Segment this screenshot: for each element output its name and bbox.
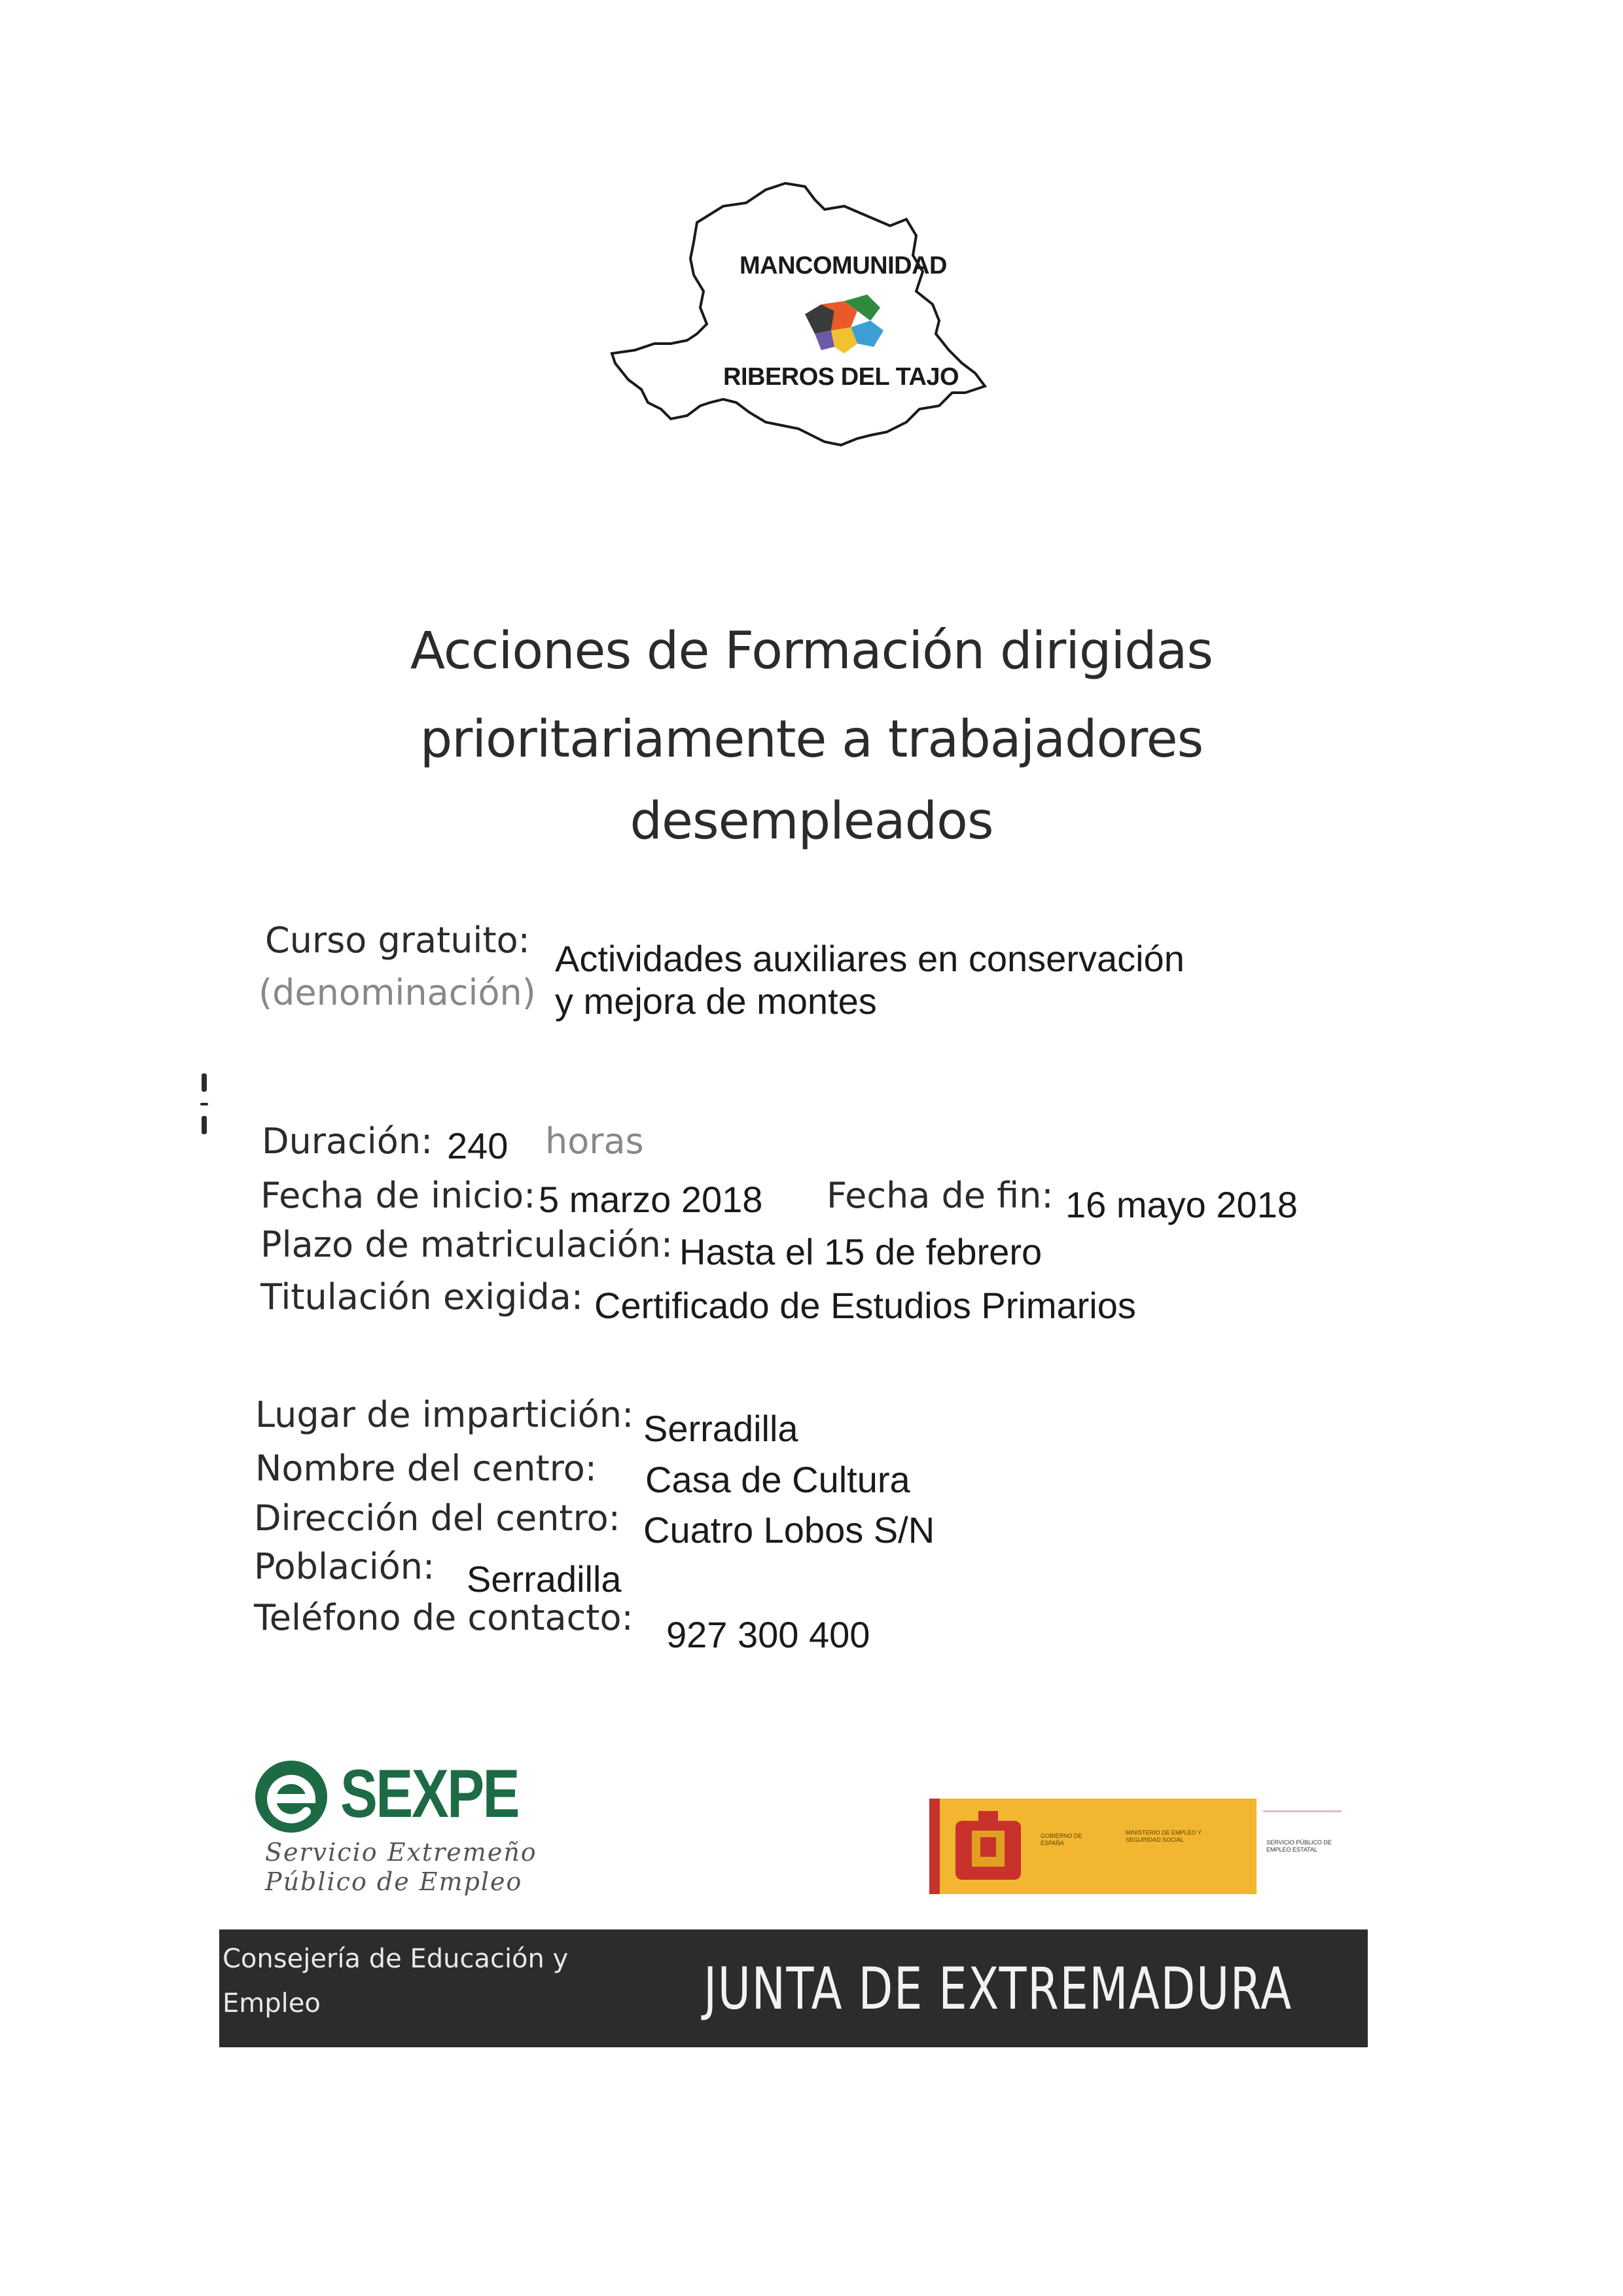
place-label: Lugar de impartición:: [255, 1394, 634, 1435]
end-date-label: Fecha de fin:: [827, 1175, 1054, 1216]
spain-coat-of-arms-icon: [942, 1808, 1034, 1885]
start-date-label: Fecha de inicio:: [260, 1175, 536, 1216]
course-sublabel: (denominación): [259, 972, 536, 1013]
course-value-line1: Actividades auxiliares en conservación: [555, 938, 1185, 979]
title-line-1: Acciones de Formación dirigidas: [410, 622, 1213, 681]
spain-flag-icon: [929, 1799, 940, 1894]
sexpe-subtitle-1: Servicio Extremeño: [265, 1838, 537, 1867]
consejeria-line2: Empleo: [223, 1988, 321, 2018]
start-date-value: 5 marzo 2018: [539, 1179, 763, 1220]
margin-mark: [202, 1116, 207, 1134]
margin-mark: [202, 1073, 207, 1092]
enrollment-value: Hasta el 15 de febrero: [679, 1231, 1043, 1272]
place-value: Serradilla: [643, 1408, 798, 1449]
address-label: Dirección del centro:: [254, 1498, 620, 1539]
sexpe-subtitle-2: Público de Empleo: [265, 1867, 523, 1896]
address-value: Cuatro Lobos S/N: [643, 1509, 935, 1551]
degree-value: Certificado de Estudios Primarios: [594, 1285, 1136, 1326]
divider: [1263, 1810, 1342, 1812]
mancomunidad-logo: [609, 177, 1041, 484]
duration-label: Duración:: [262, 1121, 433, 1162]
center-label: Nombre del centro:: [255, 1448, 597, 1489]
gobierno-col2: MINISTERIO DE EMPLEO Y SEGURIDAD SOCIAL: [1126, 1829, 1202, 1843]
enrollment-label: Plazo de matriculación:: [260, 1224, 673, 1265]
title-line-2: prioritariamente a trabajadores: [419, 710, 1204, 769]
gobierno-col3: SERVICIO PÚBLICO DE EMPLEO ESTATAL: [1266, 1839, 1332, 1853]
duration-unit: horas: [545, 1121, 644, 1162]
map-colors-icon: [805, 295, 883, 353]
duration-value: 240: [447, 1125, 508, 1166]
phone-value: 927 300 400: [666, 1614, 870, 1655]
course-label: Curso gratuito:: [265, 920, 530, 961]
phone-label: Teléfono de contacto:: [254, 1597, 633, 1638]
end-date-value: 16 mayo 2018: [1065, 1184, 1298, 1225]
town-value: Serradilla: [467, 1558, 622, 1600]
title-line-3: desempleados: [630, 792, 993, 851]
degree-label: Titulación exigida:: [260, 1276, 584, 1318]
sexpe-name: SEXPE: [340, 1756, 519, 1832]
junta-extremadura-title: JUNTA DE EXTREMADURA: [704, 1955, 1293, 2022]
logo-title-line2: RIBEROS DEL TAJO: [723, 363, 959, 391]
logo-title-line1: MANCOMUNIDAD: [740, 252, 947, 279]
gobierno-col1: GOBIERNO DE ESPAÑA: [1041, 1833, 1082, 1846]
center-value: Casa de Cultura: [645, 1459, 910, 1500]
sexpe-logo-icon: [249, 1754, 334, 1839]
course-value-line2: y mejora de montes: [555, 980, 877, 1022]
consejeria-line1: Consejería de Educación y: [223, 1944, 569, 1974]
town-label: Población:: [254, 1546, 435, 1587]
margin-mark: [200, 1103, 208, 1105]
